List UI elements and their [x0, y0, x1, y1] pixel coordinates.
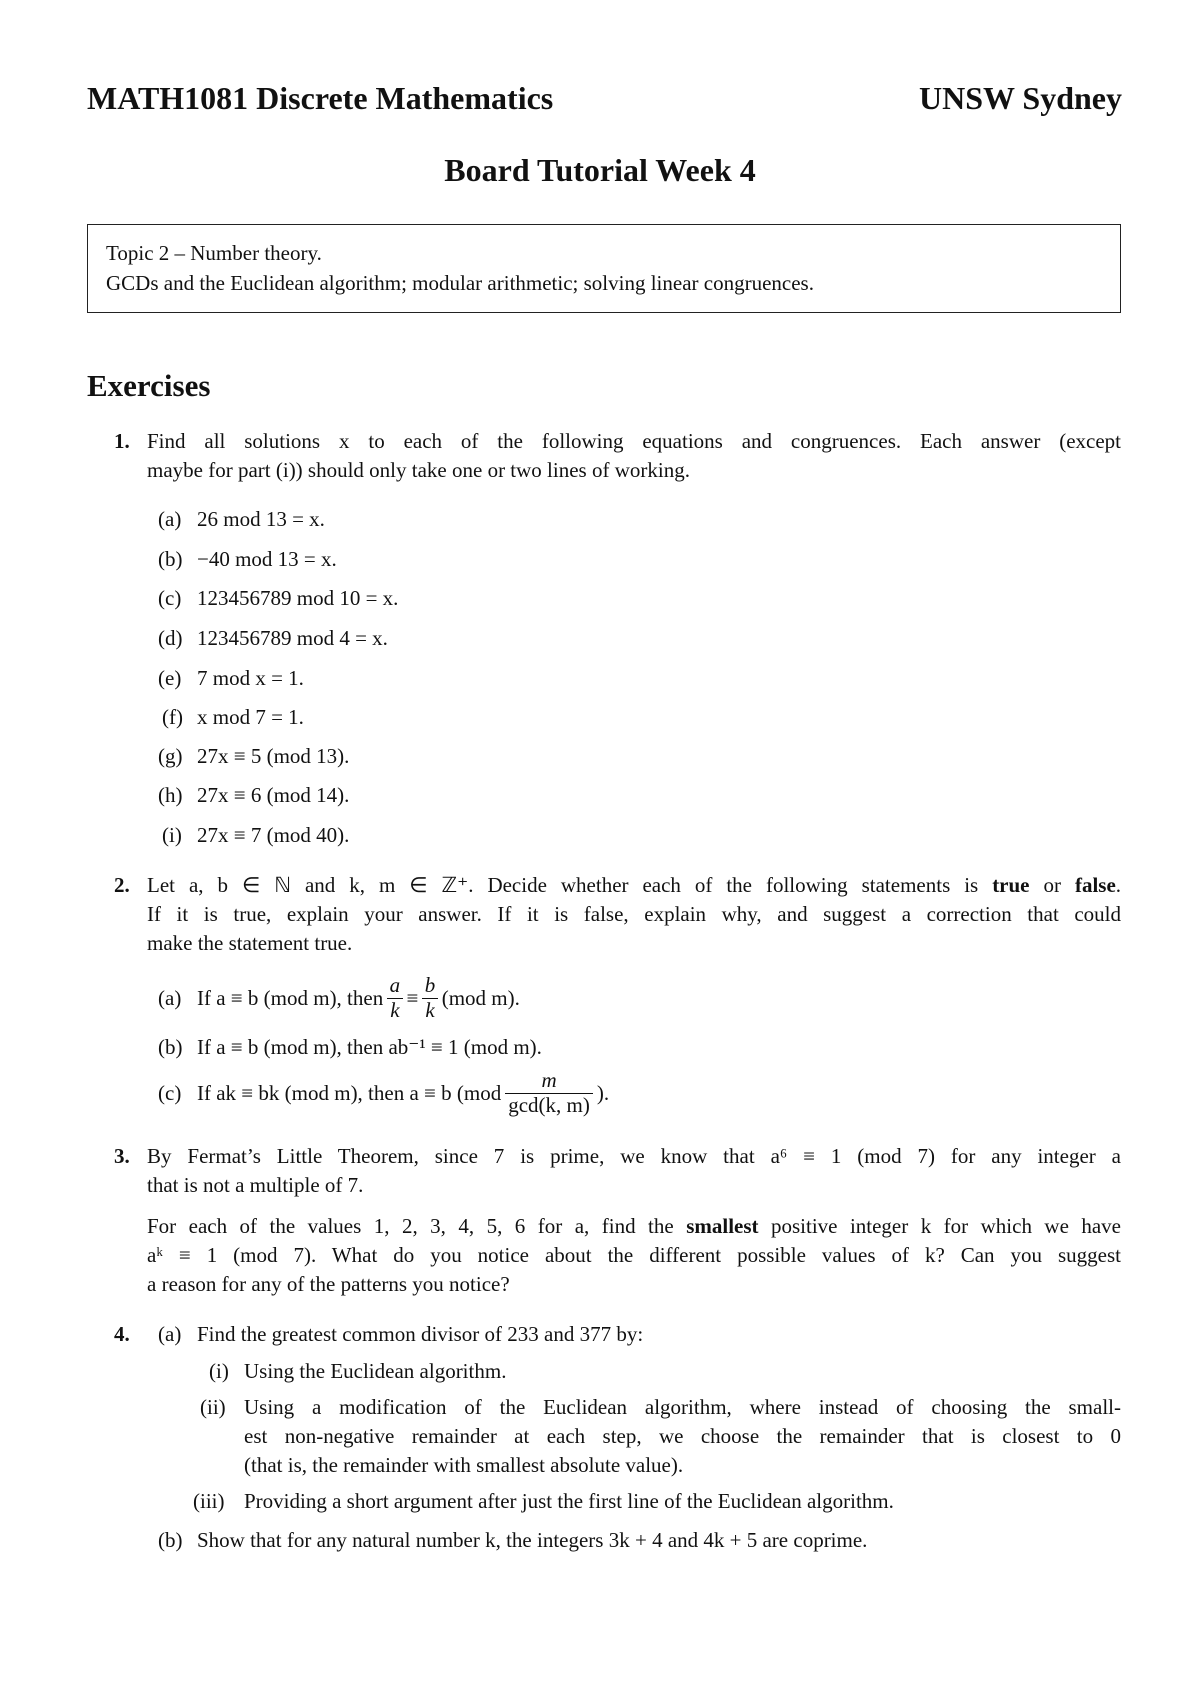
course-title: MATH1081 Discrete Mathematics: [87, 80, 554, 116]
bold-word: smallest: [686, 1214, 759, 1238]
text: ).: [596, 1080, 610, 1105]
question-number: 3.: [114, 1144, 130, 1168]
subpart-text: Using a modification of the Euclidean algorithm, where instead of choosing the small-: [244, 1395, 1121, 1419]
part-label: (b): [158, 547, 183, 571]
question-number: 2.: [114, 873, 130, 897]
denominator: k: [387, 998, 402, 1022]
numerator: m: [541, 1068, 557, 1093]
subpart-label: (ii): [200, 1395, 226, 1419]
text: For each of the values 1, 2, 3, 4, 5, 6 for a, find the: [147, 1214, 674, 1238]
part-text: 27x ≡ 5 (mod 13).: [197, 744, 350, 768]
part-text: x mod 7 = 1.: [197, 705, 304, 729]
numerator: a: [389, 973, 401, 998]
question-text: [147, 875, 1121, 896]
question-text: that is not a multiple of 7.: [147, 1173, 364, 1197]
part-label: (a): [158, 1322, 182, 1346]
part-label: (a): [158, 986, 182, 1010]
question-text: make the statement true.: [147, 931, 353, 955]
university-name: UNSW Sydney: [918, 80, 1122, 116]
part-text: 7 mod x = 1.: [197, 666, 304, 690]
question-number: 4.: [114, 1322, 130, 1346]
bold-word: false: [1074, 873, 1116, 897]
subpart-label: (iii): [193, 1489, 225, 1513]
part-label: (c): [158, 586, 182, 610]
topic-line: Topic 2 – Number theory.: [106, 241, 322, 265]
fraction: [387, 974, 402, 1021]
page-title: Board Tutorial Week 4: [444, 152, 756, 188]
part-label: (c): [158, 1081, 182, 1105]
subpart-text: (that is, the remainder with smallest absolute value).: [244, 1453, 684, 1477]
text: .: [1115, 873, 1122, 897]
part-text: 27x ≡ 6 (mod 14).: [197, 783, 350, 807]
question-text: [147, 1216, 1121, 1237]
part-text: [197, 970, 520, 1026]
section-heading: Exercises: [87, 368, 211, 403]
question-text: Find all solutions x to each of the following equations and congruences. Each answer (except: [147, 429, 1121, 453]
part-text: Show that for any natural number k, the integers 3k + 4 and 4k + 5 are coprime.: [197, 1528, 868, 1552]
part-text: 26 mod 13 = x.: [197, 507, 325, 531]
question-text: By Fermat’s Little Theorem, since 7 is prime, we know that a⁶ ≡ 1 (mod 7) for any integer a: [147, 1144, 1121, 1168]
denominator: gcd(k, m): [505, 1093, 593, 1117]
subpart-text: Providing a short argument after just the first line of the Euclidean algorithm.: [244, 1489, 894, 1513]
text: or: [1043, 873, 1061, 897]
part-label: (f): [162, 705, 183, 729]
text: If ak ≡ bk (mod m), then a ≡ b (mod: [197, 1080, 502, 1105]
question-text: aᵏ ≡ 1 (mod 7). What do you notice about the different possible values of k? Can you suggest: [147, 1243, 1121, 1267]
part-text: 27x ≡ 7 (mod 40).: [197, 823, 350, 847]
part-text: −40 mod 13 = x.: [197, 547, 337, 571]
bold-word: true: [992, 873, 1030, 897]
part-label: (b): [158, 1528, 183, 1552]
part-label: (h): [158, 783, 183, 807]
part-label: (d): [158, 626, 183, 650]
numerator: b: [424, 973, 436, 998]
topic-box: [87, 224, 1121, 313]
part-text: If a ≡ b (mod m), then ab⁻¹ ≡ 1 (mod m).: [197, 1035, 542, 1059]
fraction: [422, 974, 437, 1021]
text: If a ≡ b (mod m), then: [197, 985, 384, 1010]
question-number: 1.: [114, 429, 130, 453]
part-text: [197, 1064, 609, 1122]
part-label: (b): [158, 1035, 183, 1059]
text: (mod m).: [441, 985, 520, 1010]
topic-description: GCDs and the Euclidean algorithm; modular arithmetic; solving linear congruences.: [106, 271, 814, 295]
part-label: (i): [162, 823, 182, 847]
text: ≡: [406, 985, 419, 1010]
question-text: maybe for part (i)) should only take one or two lines of working.: [147, 458, 690, 482]
subpart-text: Using the Euclidean algorithm.: [244, 1359, 507, 1383]
part-text: 123456789 mod 4 = x.: [197, 626, 388, 650]
subpart-label: (i): [209, 1359, 229, 1383]
part-text: Find the greatest common divisor of 233 and 377 by:: [197, 1322, 644, 1346]
part-label: (e): [158, 666, 182, 690]
text: Let a, b ∈ ℕ and k, m ∈ ℤ⁺. Decide whether each of the following statements is: [147, 873, 979, 897]
subpart-text: est non-negative remainder at each step, we choose the remainder that is closest to 0: [244, 1424, 1121, 1448]
question-text: If it is true, explain your answer. If it is false, explain why, and suggest a correction that could: [147, 902, 1121, 926]
text: positive integer k for which we have: [770, 1214, 1121, 1238]
part-label: (a): [158, 507, 182, 531]
part-text: 123456789 mod 10 = x.: [197, 586, 399, 610]
question-text: a reason for any of the patterns you notice?: [147, 1272, 510, 1296]
denominator: k: [422, 998, 437, 1022]
part-label: (g): [158, 744, 183, 768]
fraction: [505, 1069, 593, 1116]
